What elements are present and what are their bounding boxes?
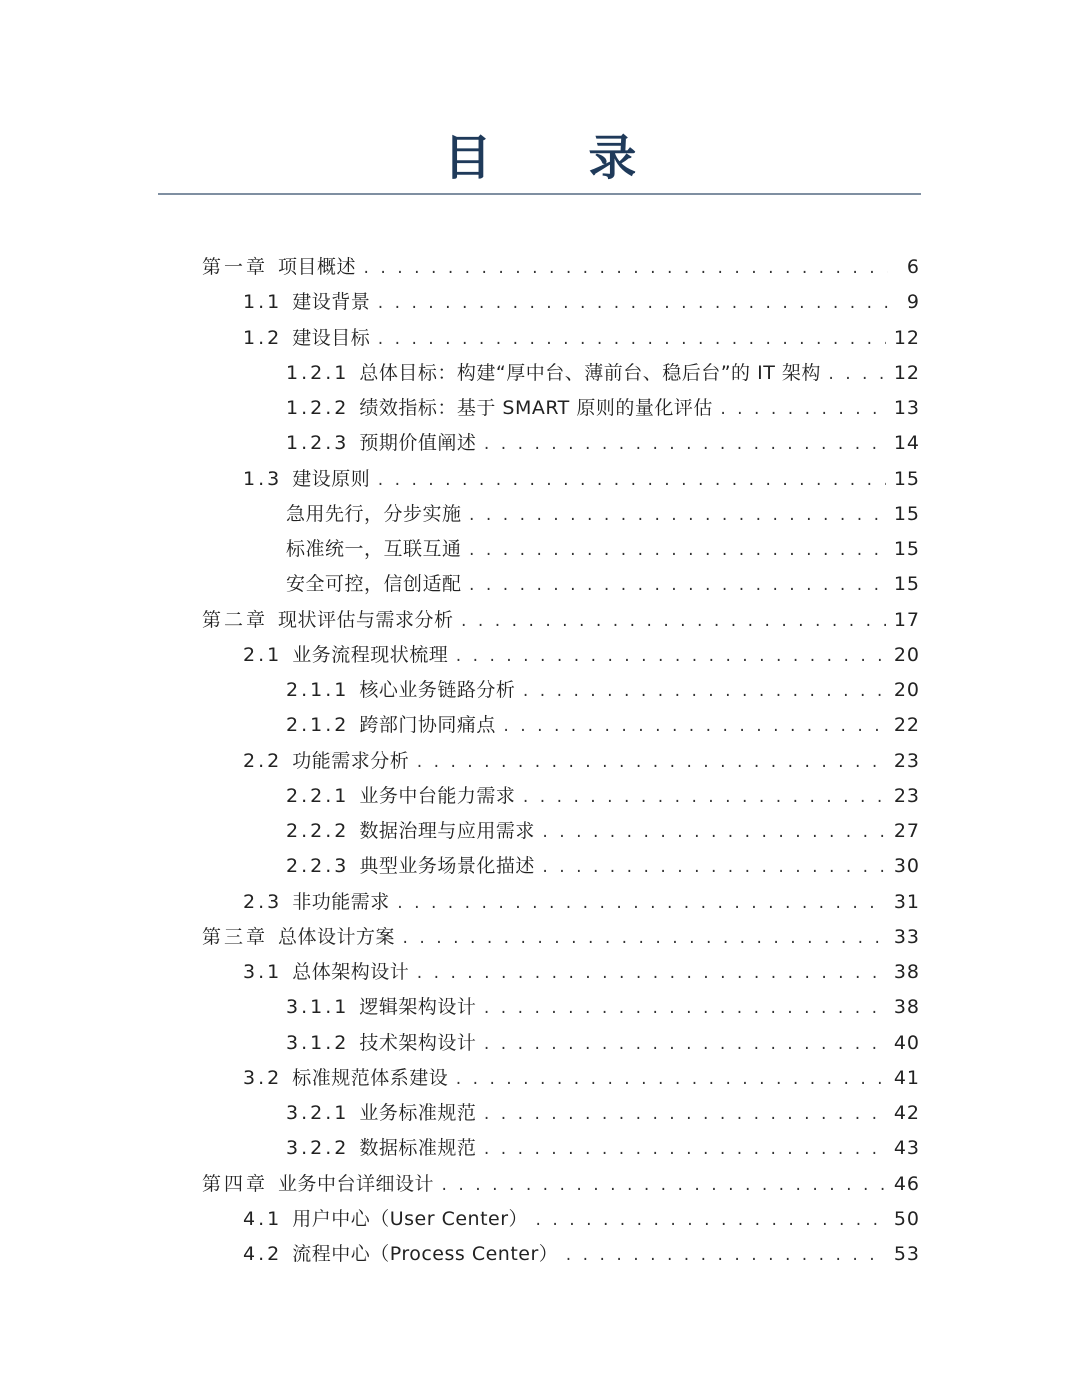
toc-entry-number: 3.1 [243, 961, 283, 983]
toc-entry-title: 建设目标 [292, 326, 371, 349]
toc-entry-page: 15 [893, 502, 920, 525]
toc-dot-leader [454, 638, 886, 673]
toc-entry-title: 总体架构设计 [292, 961, 410, 983]
toc-entry-title: 业务中台详细设计 [278, 1172, 435, 1195]
toc-entry[interactable] [0, 497, 1080, 532]
toc-entry-page: 15 [893, 538, 920, 560]
toc-entry-title: 业务标准规范 [359, 1102, 477, 1124]
toc-entry-number: 3.2.2 [286, 1137, 350, 1160]
toc-dot-leader [482, 1026, 885, 1061]
toc-dot-leader [401, 920, 886, 955]
toc-entry[interactable] [0, 1026, 1080, 1061]
toc-entry-page: 12 [893, 326, 920, 349]
toc-dot-leader [827, 356, 886, 391]
toc-entry-number: 3.2 [243, 1066, 283, 1089]
toc-entry-title: 总体目标：构建“厚中台、薄前台、稳后台”的 IT 架构 [359, 361, 821, 384]
toc-dot-leader [396, 885, 886, 920]
toc-entry-page: 38 [893, 996, 920, 1019]
toc-entry-number: 1.2.2 [286, 397, 350, 419]
toc-entry-page: 15 [893, 467, 920, 490]
toc-entry-title: 用户中心（User Center） [292, 1207, 529, 1230]
toc-entry-number: 3.1.2 [286, 1031, 350, 1054]
toc-entry[interactable] [0, 638, 1080, 673]
toc-entry[interactable] [0, 426, 1080, 461]
toc-entry-title: 预期价值阐述 [359, 432, 477, 455]
toc-entry-page: 41 [893, 1066, 920, 1089]
toc-entry-number: 1.2.1 [286, 361, 350, 384]
toc-entry-title: 非功能需求 [292, 890, 390, 913]
toc-entry-number: 3.2.1 [286, 1102, 350, 1124]
page-title: 目 录 [443, 130, 677, 186]
toc-entry-number: 第一章 [202, 256, 269, 278]
toc-entry[interactable] [0, 1167, 1080, 1202]
toc-entry-page: 22 [893, 714, 920, 737]
toc-entry-title: 数据标准规范 [359, 1137, 477, 1160]
toc-entry-number: 4.2 [243, 1243, 283, 1265]
toc-entry-page: 46 [893, 1172, 920, 1195]
toc-entry[interactable] [0, 391, 1080, 426]
toc-entry-page: 23 [893, 749, 920, 772]
toc-dot-leader [468, 532, 886, 567]
toc-entry-number: 1.2 [243, 326, 283, 349]
toc-entry[interactable] [0, 1096, 1080, 1131]
toc-entry-number: 2.2.3 [286, 855, 350, 878]
toc-entry-page: 42 [893, 1102, 920, 1124]
toc-entry[interactable] [0, 1202, 1080, 1237]
toc-entry-title: 跨部门协同痛点 [359, 714, 496, 737]
toc-dot-leader [541, 814, 886, 849]
toc-entry-title: 绩效指标：基于 SMART 原则的量化评估 [359, 397, 713, 419]
toc-entry[interactable] [0, 744, 1080, 779]
toc-entry-page: 27 [893, 820, 920, 842]
toc-dot-leader [362, 250, 888, 285]
toc-entry[interactable] [0, 462, 1080, 497]
toc-entry-number: 4.1 [243, 1207, 283, 1230]
toc-entry-title: 安全可控，信创适配 [286, 573, 462, 596]
toc-entry-page: 30 [893, 855, 920, 878]
toc-entry-title: 数据治理与应用需求 [359, 820, 535, 842]
toc-entry-title: 总体设计方案 [278, 925, 396, 948]
toc-dot-leader [534, 1202, 886, 1237]
toc-entry-number: 2.2 [243, 749, 283, 772]
toc-entry-page: 31 [893, 890, 920, 913]
toc-entry-page: 53 [893, 1243, 920, 1265]
toc-dot-leader [376, 462, 886, 497]
toc-entry-title: 核心业务链路分析 [359, 679, 516, 701]
toc-dot-leader [482, 426, 885, 461]
toc-entry-number: 2.3 [243, 890, 283, 913]
toc-entry[interactable] [0, 532, 1080, 567]
toc-entry-page: 50 [893, 1207, 920, 1230]
toc-dot-leader [482, 1131, 885, 1166]
toc-entry-page: 20 [893, 643, 920, 666]
toc-entry-title: 项目概述 [278, 256, 357, 278]
toc-entry-number: 1.1 [243, 291, 283, 314]
toc-entry-title: 逻辑架构设计 [359, 996, 477, 1019]
toc-entry-page: 17 [893, 608, 920, 631]
toc-entry-number: 3.1.1 [286, 996, 350, 1019]
toc-entry-page: 15 [893, 573, 920, 596]
toc-dot-leader [521, 779, 885, 814]
toc-entry-number: 2.2.2 [286, 820, 350, 842]
toc-entry-title: 典型业务场景化描述 [359, 855, 535, 878]
toc-entry-page: 38 [893, 961, 920, 983]
toc-entry[interactable] [0, 779, 1080, 814]
toc-dot-leader [440, 1167, 886, 1202]
toc-entry-title: 功能需求分析 [292, 749, 410, 772]
toc-dot-leader [468, 567, 886, 602]
toc-entry[interactable] [0, 1237, 1080, 1272]
toc-dot-leader [482, 1096, 885, 1131]
toc-entry[interactable] [0, 814, 1080, 849]
toc-entry[interactable] [0, 567, 1080, 602]
toc-entry-number: 2.2.1 [286, 784, 350, 807]
toc-dot-leader [376, 285, 888, 320]
toc-entry-number: 第四章 [202, 1172, 269, 1195]
toc-entry-page: 43 [893, 1137, 920, 1160]
toc-dot-leader [415, 955, 886, 990]
toc-entry-number: 1.2.3 [286, 432, 350, 455]
toc-dot-leader [454, 1061, 886, 1096]
toc-entry[interactable] [0, 990, 1080, 1025]
toc-entry-page: 6 [906, 256, 920, 278]
table-of-contents [0, 250, 1080, 1272]
toc-entry-page: 33 [893, 925, 920, 948]
toc-entry[interactable] [0, 955, 1080, 990]
toc-dot-leader [521, 673, 885, 708]
toc-dot-leader [376, 321, 886, 356]
toc-entry-number: 2.1.1 [286, 679, 350, 701]
toc-entry[interactable] [0, 321, 1080, 356]
toc-entry[interactable] [0, 1061, 1080, 1096]
toc-entry-page: 9 [906, 291, 920, 314]
toc-dot-leader [468, 497, 886, 532]
toc-entry[interactable] [0, 885, 1080, 920]
toc-dot-leader [482, 990, 885, 1025]
toc-entry-title: 技术架构设计 [359, 1031, 477, 1054]
toc-dot-leader [415, 744, 886, 779]
toc-entry[interactable] [0, 250, 1080, 285]
toc-entry[interactable] [0, 920, 1080, 955]
toc-entry-page: 40 [893, 1031, 920, 1054]
toc-entry-number: 2.1 [243, 643, 283, 666]
toc-entry[interactable] [0, 356, 1080, 391]
toc-dot-leader [541, 849, 886, 884]
toc-entry-number: 第三章 [202, 925, 269, 948]
toc-entry-title: 现状评估与需求分析 [278, 608, 454, 631]
toc-entry-title: 业务流程现状梳理 [292, 643, 449, 666]
title-divider [158, 193, 921, 195]
toc-entry[interactable] [0, 708, 1080, 743]
toc-entry-title: 流程中心（Process Center） [292, 1243, 559, 1265]
toc-entry-page: 12 [893, 361, 920, 384]
toc-entry-number: 第二章 [202, 608, 269, 631]
toc-entry[interactable] [0, 603, 1080, 638]
toc-entry-title: 急用先行，分步实施 [286, 502, 462, 525]
toc-entry-title: 业务中台能力需求 [359, 784, 516, 807]
toc-dot-leader [564, 1237, 886, 1272]
toc-entry-page: 14 [893, 432, 920, 455]
toc-entry[interactable] [0, 849, 1080, 884]
toc-entry[interactable] [0, 1131, 1080, 1166]
toc-entry-page: 13 [893, 397, 920, 419]
toc-entry-page: 20 [893, 679, 920, 701]
toc-entry-title: 标准统一，互联互通 [286, 538, 462, 560]
toc-entry-number: 1.3 [243, 467, 283, 490]
toc-entry-page: 23 [893, 784, 920, 807]
toc-dot-leader [460, 603, 886, 638]
toc-entry[interactable] [0, 673, 1080, 708]
toc-entry-number: 2.1.2 [286, 714, 350, 737]
toc-entry-title: 标准规范体系建设 [292, 1066, 449, 1089]
toc-dot-leader [502, 708, 886, 743]
toc-entry-title: 建设原则 [292, 467, 371, 490]
toc-dot-leader [719, 391, 886, 426]
toc-entry-title: 建设背景 [292, 291, 371, 314]
toc-entry[interactable] [0, 285, 1080, 320]
